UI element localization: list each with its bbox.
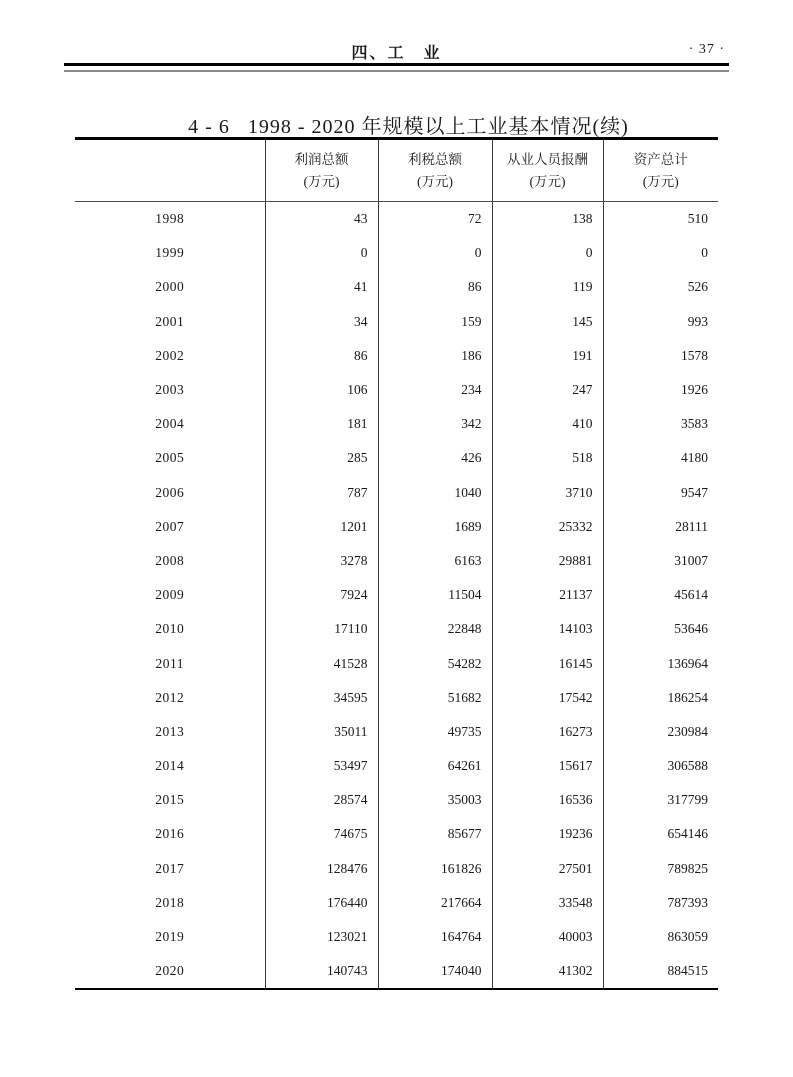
table-row bbox=[75, 749, 718, 783]
profit-tax-cell: 72 bbox=[378, 202, 492, 237]
year-cell: 2005 bbox=[155, 450, 185, 466]
profit-tax-cell: 54282 bbox=[378, 646, 492, 680]
assets-cell: 31007 bbox=[603, 544, 718, 578]
profit-tax-cell: 6163 bbox=[378, 544, 492, 578]
assets-cell: 510 bbox=[603, 202, 718, 237]
header-label: 利税总额 bbox=[408, 151, 462, 167]
compensation-cell: 14103 bbox=[492, 612, 603, 646]
profit-tax-cell: 11504 bbox=[378, 578, 492, 612]
table-row bbox=[75, 476, 718, 510]
assets-cell: 317799 bbox=[603, 783, 718, 817]
compensation-cell: 16536 bbox=[492, 783, 603, 817]
compensation-cell: 40003 bbox=[492, 920, 603, 954]
compensation-cell: 41302 bbox=[492, 954, 603, 989]
table-row bbox=[75, 339, 718, 373]
assets-cell: 53646 bbox=[603, 612, 718, 646]
profit-cell: 34 bbox=[265, 305, 378, 339]
profit-cell: 0 bbox=[265, 236, 378, 270]
table-row bbox=[75, 510, 718, 544]
table-row bbox=[75, 373, 718, 407]
compensation-cell: 410 bbox=[492, 407, 603, 441]
profit-tax-cell: 164764 bbox=[378, 920, 492, 954]
year-cell: 1999 bbox=[155, 245, 185, 261]
table-row bbox=[75, 612, 718, 646]
assets-cell: 28111 bbox=[603, 510, 718, 544]
compensation-cell: 138 bbox=[492, 202, 603, 237]
assets-cell: 1578 bbox=[603, 339, 718, 373]
year-cell: 2020 bbox=[155, 963, 185, 979]
head-rule-thin bbox=[64, 70, 729, 72]
table-row bbox=[75, 886, 718, 920]
assets-cell: 789825 bbox=[603, 852, 718, 886]
compensation-cell: 119 bbox=[492, 270, 603, 304]
year-cell: 2007 bbox=[155, 518, 185, 534]
profit-tax-cell: 174040 bbox=[378, 954, 492, 989]
table-row bbox=[75, 236, 718, 270]
profit-cell: 28574 bbox=[265, 783, 378, 817]
year-cell: 2004 bbox=[155, 416, 185, 432]
header-unit: (万元) bbox=[529, 173, 566, 189]
table-row bbox=[75, 305, 718, 339]
compensation-cell: 145 bbox=[492, 305, 603, 339]
profit-tax-cell: 64261 bbox=[378, 749, 492, 783]
header-label: 利润总额 bbox=[294, 151, 349, 167]
header-unit: (万元) bbox=[417, 173, 453, 189]
header-unit: (万元) bbox=[642, 173, 679, 189]
year-cell: 2014 bbox=[155, 758, 185, 774]
assets-cell: 526 bbox=[603, 270, 718, 304]
table-row bbox=[75, 578, 718, 612]
assets-cell: 1926 bbox=[603, 373, 718, 407]
compensation-cell: 16273 bbox=[492, 715, 603, 749]
profit-cell: 3278 bbox=[265, 544, 378, 578]
year-cell: 2009 bbox=[155, 587, 185, 603]
table-title-text: 1998 - 2020 年规模以上工业基本情况(续) bbox=[247, 116, 629, 138]
profit-cell: 43 bbox=[265, 202, 378, 237]
compensation-cell: 21137 bbox=[492, 578, 603, 612]
table-row bbox=[75, 852, 718, 886]
profit-cell: 35011 bbox=[265, 715, 378, 749]
year-cell: 2017 bbox=[155, 860, 185, 876]
assets-cell: 9547 bbox=[603, 476, 718, 510]
compensation-cell: 518 bbox=[492, 441, 603, 475]
profit-cell: 53497 bbox=[265, 749, 378, 783]
table-row bbox=[75, 681, 718, 715]
profit-tax-cell: 1689 bbox=[378, 510, 492, 544]
table-row bbox=[75, 544, 718, 578]
compensation-cell: 29881 bbox=[492, 544, 603, 578]
table-row bbox=[75, 817, 718, 851]
profit-cell: 787 bbox=[265, 476, 378, 510]
assets-cell: 993 bbox=[603, 305, 718, 339]
header-cell-compensation bbox=[492, 139, 603, 202]
year-cell: 2018 bbox=[155, 894, 185, 910]
year-cell: 2012 bbox=[155, 689, 185, 705]
assets-cell: 654146 bbox=[603, 817, 718, 851]
statistics-table bbox=[75, 137, 718, 990]
compensation-cell: 33548 bbox=[492, 886, 603, 920]
profit-cell: 1201 bbox=[265, 510, 378, 544]
assets-cell: 45614 bbox=[603, 578, 718, 612]
year-cell: 2016 bbox=[155, 826, 185, 842]
profit-cell: 285 bbox=[265, 441, 378, 475]
year-cell: 2003 bbox=[155, 382, 185, 398]
compensation-cell: 17542 bbox=[492, 681, 603, 715]
year-cell: 2010 bbox=[155, 621, 185, 637]
assets-cell: 306588 bbox=[603, 749, 718, 783]
table-row bbox=[75, 270, 718, 304]
header-cell-profit bbox=[265, 139, 378, 202]
table-header-row bbox=[75, 139, 718, 202]
table-row bbox=[75, 646, 718, 680]
compensation-cell: 27501 bbox=[492, 852, 603, 886]
year-cell: 2013 bbox=[155, 723, 185, 739]
compensation-cell: 247 bbox=[492, 373, 603, 407]
profit-cell: 86 bbox=[265, 339, 378, 373]
table-header bbox=[75, 139, 718, 202]
profit-cell: 106 bbox=[265, 373, 378, 407]
year-cell: 2006 bbox=[155, 484, 185, 500]
profit-tax-cell: 426 bbox=[378, 441, 492, 475]
year-cell: 1998 bbox=[155, 211, 185, 227]
assets-cell: 863059 bbox=[603, 920, 718, 954]
header-label: 从业人员报酬 bbox=[507, 151, 588, 167]
table-row bbox=[75, 441, 718, 475]
year-cell: 2019 bbox=[155, 929, 185, 945]
compensation-cell: 16145 bbox=[492, 646, 603, 680]
page-number: · 37 · bbox=[688, 42, 725, 57]
assets-cell: 136964 bbox=[603, 646, 718, 680]
profit-tax-cell: 186 bbox=[378, 339, 492, 373]
table-number: 4 - 6 bbox=[188, 116, 230, 138]
compensation-cell: 191 bbox=[492, 339, 603, 373]
profit-tax-cell: 161826 bbox=[378, 852, 492, 886]
year-cell: 2011 bbox=[155, 655, 184, 671]
table-row bbox=[75, 783, 718, 817]
profit-cell: 123021 bbox=[265, 920, 378, 954]
profit-tax-cell: 49735 bbox=[378, 715, 492, 749]
table-row bbox=[75, 715, 718, 749]
table-row bbox=[75, 407, 718, 441]
profit-tax-cell: 159 bbox=[378, 305, 492, 339]
header-cell-year bbox=[75, 139, 265, 202]
profit-tax-cell: 85677 bbox=[378, 817, 492, 851]
table-row bbox=[75, 920, 718, 954]
compensation-cell: 25332 bbox=[492, 510, 603, 544]
assets-cell: 787393 bbox=[603, 886, 718, 920]
profit-cell: 74675 bbox=[265, 817, 378, 851]
assets-cell: 186254 bbox=[603, 681, 718, 715]
compensation-cell: 15617 bbox=[492, 749, 603, 783]
profit-cell: 41528 bbox=[265, 646, 378, 680]
compensation-cell: 19236 bbox=[492, 817, 603, 851]
assets-cell: 884515 bbox=[603, 954, 718, 989]
profit-tax-cell: 217664 bbox=[378, 886, 492, 920]
year-cell: 2002 bbox=[155, 347, 185, 363]
compensation-cell: 0 bbox=[492, 236, 603, 270]
profit-cell: 17110 bbox=[265, 612, 378, 646]
profit-cell: 140743 bbox=[265, 954, 378, 989]
profit-cell: 181 bbox=[265, 407, 378, 441]
profit-tax-cell: 234 bbox=[378, 373, 492, 407]
profit-tax-cell: 51682 bbox=[378, 681, 492, 715]
year-cell: 2008 bbox=[155, 552, 185, 568]
profit-cell: 34595 bbox=[265, 681, 378, 715]
profit-cell: 7924 bbox=[265, 578, 378, 612]
profit-tax-cell: 35003 bbox=[378, 783, 492, 817]
year-cell: 2015 bbox=[155, 792, 185, 808]
compensation-cell: 3710 bbox=[492, 476, 603, 510]
table-row bbox=[75, 954, 718, 989]
profit-tax-cell: 22848 bbox=[378, 612, 492, 646]
assets-cell: 3583 bbox=[603, 407, 718, 441]
profit-tax-cell: 0 bbox=[378, 236, 492, 270]
year-cell: 2001 bbox=[155, 313, 185, 329]
table-row bbox=[75, 202, 718, 237]
profit-tax-cell: 86 bbox=[378, 270, 492, 304]
profit-tax-cell: 1040 bbox=[378, 476, 492, 510]
header-cell-assets bbox=[603, 139, 718, 202]
profit-cell: 176440 bbox=[265, 886, 378, 920]
header-label: 资产总计 bbox=[633, 151, 688, 167]
section-title: 四、工 业 bbox=[351, 45, 442, 62]
head-rule-thick bbox=[64, 63, 729, 66]
assets-cell: 4180 bbox=[603, 441, 718, 475]
assets-cell: 230984 bbox=[603, 715, 718, 749]
running-head bbox=[64, 40, 729, 62]
assets-cell: 0 bbox=[603, 236, 718, 270]
profit-cell: 128476 bbox=[265, 852, 378, 886]
profit-cell: 41 bbox=[265, 270, 378, 304]
profit-tax-cell: 342 bbox=[378, 407, 492, 441]
header-unit: (万元) bbox=[303, 173, 340, 189]
header-cell-profit-tax bbox=[378, 139, 492, 202]
table-body bbox=[75, 202, 718, 990]
year-cell: 2000 bbox=[155, 279, 185, 295]
